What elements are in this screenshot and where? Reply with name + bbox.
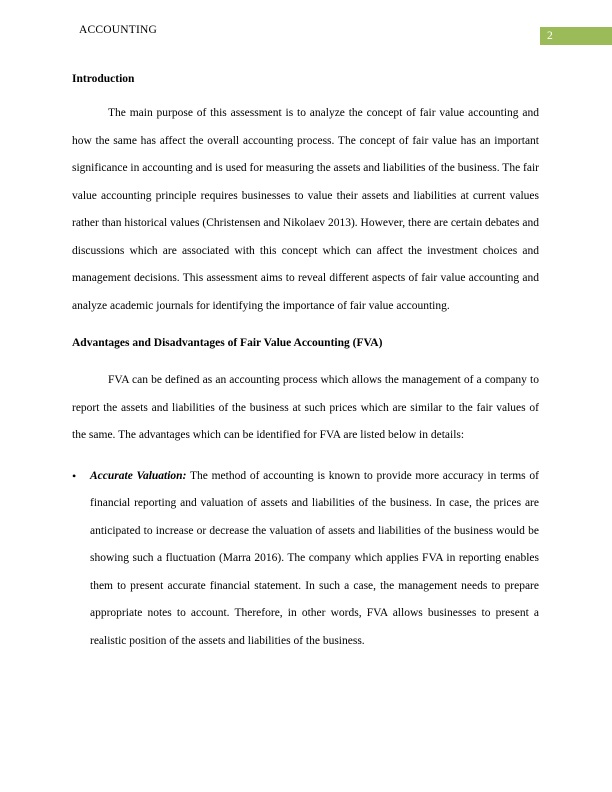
- fva-section-heading: Advantages and Disadvantages of Fair Value Accounting (FVA): [72, 337, 383, 349]
- running-header-title: ACCOUNTING: [79, 24, 158, 36]
- introduction-paragraph: The main purpose of this assessment is to analyze the concept of fair value accounting and how the same has affect the overall accounting process. The concept of fair value has an important significance in accounting and is used for measuring the assets and liabilities of the business. The fair value accounting principle requires businesses to value their assets and liabilities at current values rather than historical values (Christensen and Nikolaev 2013). However, there are certain debates and discussions which are associated with this concept which can affect the investment choices and management decisions. This assessment aims to reveal different aspects of fair value accounting and analyze academic journals for identifying the importance of fair value accounting.: [72, 107, 540, 312]
- bullet-icon: •: [72, 468, 77, 483]
- bullet-text: The method of accounting is known to provide more accuracy in terms of financial reporting and valuation of assets and liabilities of the business. In case, the prices are anticipated to increase or decrease the valuation of assets and liabilities of the business would be showing such a fluctuation (Marra 2016). The company which applies FVA in reporting enables them to present accurate financial statement. In such a case, the management needs to prepare appropriate notes to account. Therefore, in other words, FVA allows businesses to present a realistic position of the assets and liabilities of the business.: [90, 469, 539, 647]
- document-body: [72, 68, 539, 655]
- page-number-badge: [540, 27, 612, 45]
- bullet-term: Accurate Valuation:: [90, 469, 187, 482]
- list-item: [72, 463, 539, 656]
- fva-definition-paragraph: FVA can be defined as an accounting process which allows the management of a company to report the assets and liabilities of the business at such prices which are similar to the fair values of the same. The advantages which can be identified for FVA are listed below in details:: [72, 374, 539, 441]
- introduction-heading: Introduction: [72, 73, 135, 85]
- bullet-paragraph: [90, 463, 539, 656]
- page-number: 2: [547, 30, 553, 42]
- advantages-list: [72, 463, 539, 656]
